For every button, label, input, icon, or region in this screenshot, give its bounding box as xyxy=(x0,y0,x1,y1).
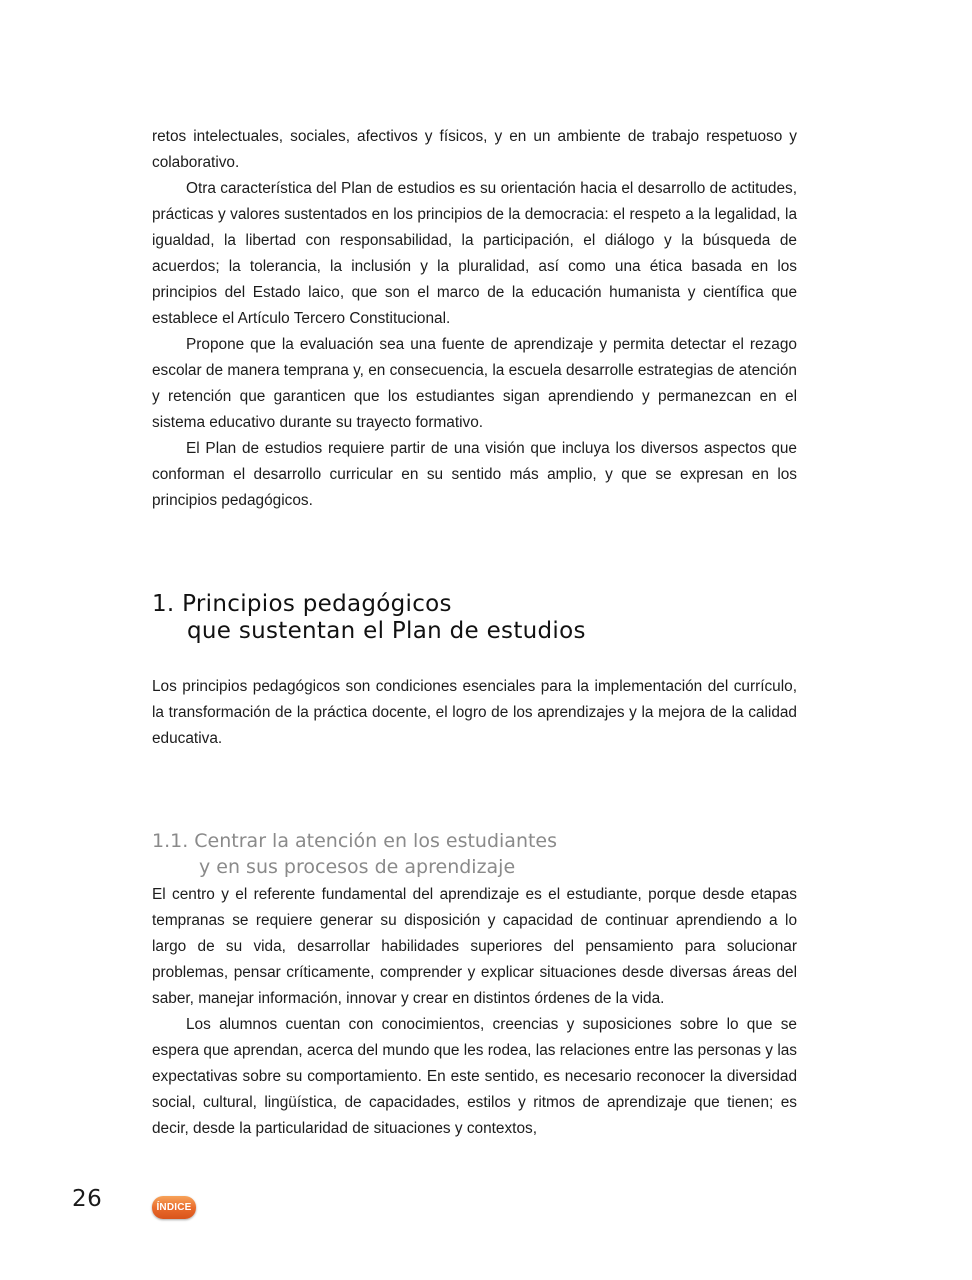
section-title-line-2: que sustentan el Plan de estudios xyxy=(187,618,586,644)
page-number: 26 xyxy=(72,1186,103,1212)
section-intro-paragraph: Los principios pedagógicos son condiciones esenciales para la implementación del currículo, la transformación de la práctica docente, el logro de los aprendizajes y la mejora de la calidad educativa. xyxy=(152,678,797,747)
intro-paragraph-1: retos intelectuales, sociales, afectivos y físicos, y en un ambiente de trabajo respetuoso y colaborativo. xyxy=(152,128,797,171)
page-content xyxy=(152,124,797,1142)
section-title xyxy=(152,591,797,645)
intro-paragraph-4: El Plan de estudios requiere partir de una visión que incluya los diversos aspectos que conforman el desarrollo curricular en su sentido más amplio, y que se expresan en los principios pedagógicos. xyxy=(152,440,797,509)
intro-paragraph-3: Propone que la evaluación sea una fuente de aprendizaje y permita detectar el rezago escolar de manera temprana y, en consecuencia, la escuela desarrolle estrategias de atención y retención que garanticen que los estudiantes sigan aprendiendo y permanezcan en el sistema educativo durante su trayecto formativo. xyxy=(152,336,797,431)
index-button[interactable]: ÍNDICE xyxy=(152,1196,196,1219)
subsection-title-line-2: y en sus procesos de aprendizaje xyxy=(199,856,516,878)
subsection-paragraph-1: El centro y el referente fundamental del aprendizaje es el estudiante, porque desde etapas tempranas se requiere generar su disposición y capacidad de continuar aprendiendo a lo largo de su vida, desarrollar habilidades superiores del pensamiento para solucionar problemas, pensar críticamente, comprender y explicar situaciones desde diversas áreas del saber, manejar información, innovar y crear en distintos órdenes de la vida. xyxy=(152,886,797,1007)
subsection-paragraph-2: Los alumnos cuentan con conocimientos, creencias y suposiciones sobre lo que se espera que aprendan, acerca del mundo que les rodea, las relaciones entre las personas y las expectativas sobre su comportamiento. En este sentido, es necesario reconocer la diversidad social, cultural, lingüística, de capacidades, estilos y ritmos de aprendizaje que tienen; es decir, desde la particularidad de situaciones y contextos, xyxy=(152,1016,797,1137)
intro-paragraph-2: Otra característica del Plan de estudios es su orientación hacia el desarrollo de actitudes, prácticas y valores sustentados en los principios de la democracia: el respeto a la legalidad, la igualdad, la libertad con responsabilidad, la participación, el diálogo y la búsqueda de acuerdos; la tolerancia, la inclusión y la pluralidad, así como una ética basada en los principios del Estado laico, que son el marco de la educación humanista y científica que establece el Artículo Tercero Constitucional. xyxy=(152,180,797,327)
subsection-title xyxy=(152,828,797,880)
section-title-line-1: 1. Principios pedagógicos xyxy=(152,591,452,617)
subsection-title-line-1: 1.1. Centrar la atención en los estudiantes xyxy=(152,830,558,852)
